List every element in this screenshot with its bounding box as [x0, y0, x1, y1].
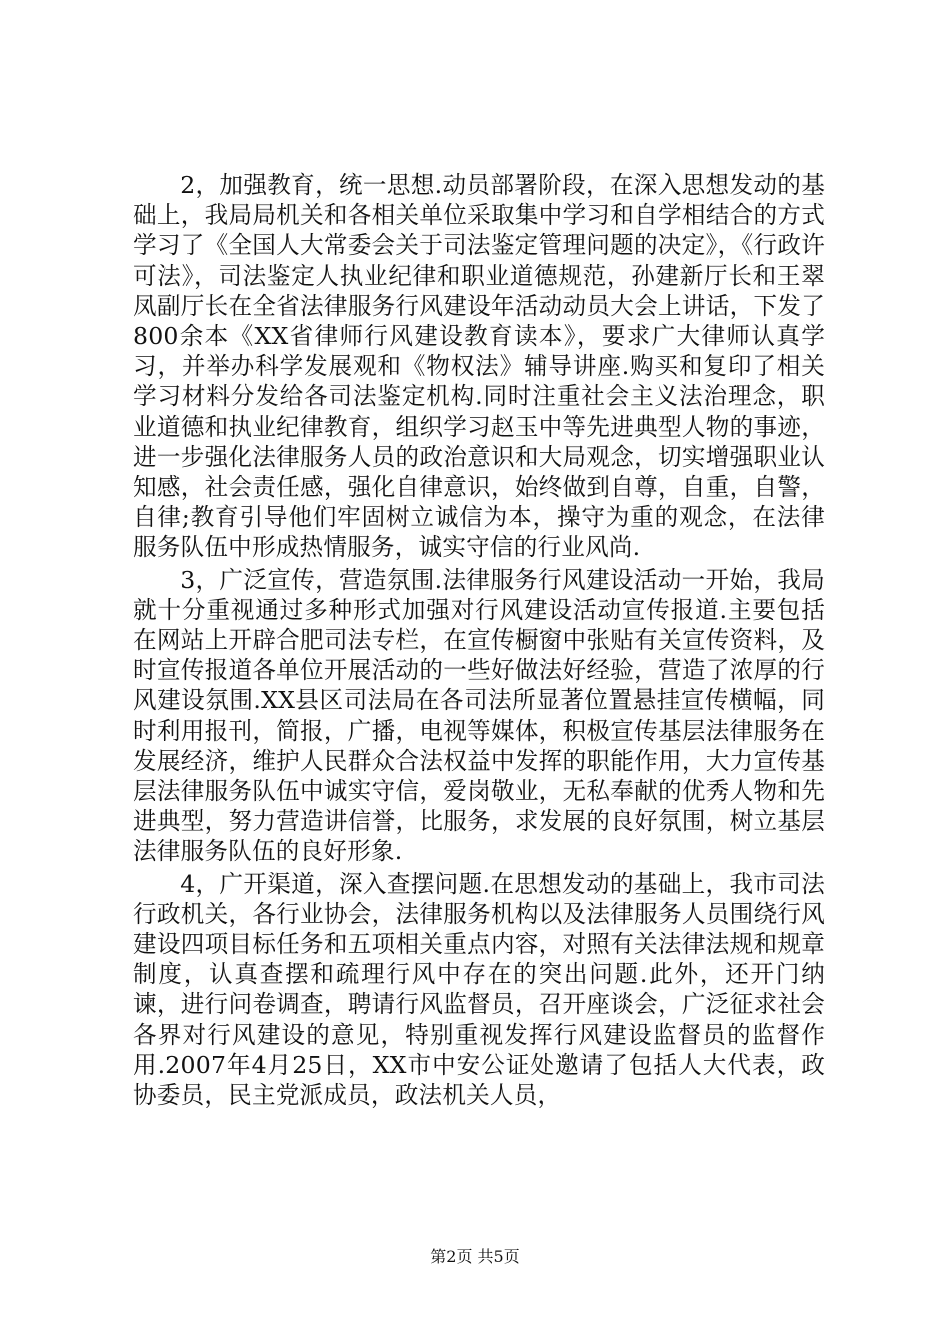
page-footer: 第2页 共5页 — [430, 1247, 520, 1266]
body-text — [133, 170, 825, 1110]
paragraph-4-channels: 4，广开渠道，深入查摆问题.在思想发动的基础上，我市司法行政机关，各行业协会，法律服务机构以及法律服务人员围绕行风建设四项目标任务和五项相关重点内容，对照有关法律法规和规章制度，认真查摆和疏理行风中存在的突出问题.此外，还开门纳谏，进行问卷调查，聘请行风监督员，召开座谈会，广泛征求社会各界对行风建设的意见，特别重视发挥行风建设监督员的监督作用.2007年4月25日，XX市中安公证处邀请了包括人大代表，政协委员，民主党派成员，政法机关人员， — [133, 869, 825, 1110]
paragraph-2-education: 2，加强教育，统一思想.动员部署阶段，在深入思想发动的基础上，我局局机关和各相关单位采取集中学习和自学相结合的方式学习了《全国人大常委会关于司法鉴定管理问题的决定》，《行政许可法》，司法鉴定人执业纪律和职业道德规范，孙建新厅长和王翠凤副厅长在全省法律服务行风建设年活动动员大会上讲话，下发了800余本《XX省律师行风建设教育读本》，要求广大律师认真学习，并举办科学发展观和《物权法》辅导讲座.购买和复印了相关学习材料分发给各司法鉴定机构.同时注重社会主义法治理念，职业道德和执业纪律教育，组织学习赵玉中等先进典型人物的事迹，进一步强化法律服务人员的政治意识和大局观念，切实增强职业认知感，社会责任感，强化自律意识，始终做到自尊，自重，自警，自律;教育引导他们牢固树立诚信为本，操守为重的观念，在法律服务队伍中形成热情服务，诚实守信的行业风尚. — [133, 171, 825, 562]
paragraph-3-publicity: 3，广泛宣传，营造氛围.法律服务行风建设活动一开始，我局就十分重视通过多种形式加强对行风建设活动宣传报道.主要包括在网站上开辟合肥司法专栏，在宣传橱窗中张贴有关宣传资料，及时宣传报道各单位开展活动的一些好做法好经验，营造了浓厚的行风建设氛围.XX县区司法局在各司法所显著位置悬挂宣传横幅，同时利用报刊，简报，广播，电视等媒体，积极宣传基层法律服务在发展经济，维护人民群众合法权益中发挥的职能作用，大力宣传基层法律服务队伍中诚实守信，爱岗敬业，无私奉献的优秀人物和先进典型，努力营造讲信誉，比服务，求发展的良好氛围，树立基层法律服务队伍的良好形象. — [133, 565, 825, 866]
